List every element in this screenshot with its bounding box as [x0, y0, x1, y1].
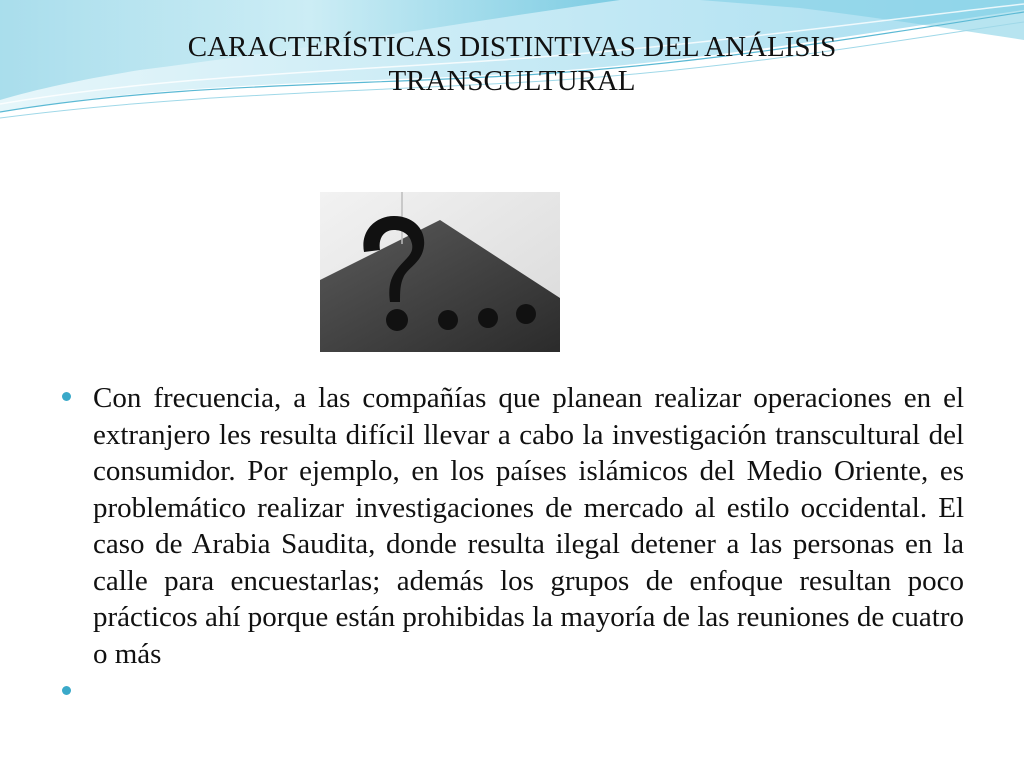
bullet-list: [60, 380, 964, 712]
bullet-dot-icon: [62, 392, 71, 401]
slide-title-line-1: CARACTERÍSTICAS DISTINTIVAS DEL ANÁLISIS: [187, 31, 837, 63]
slide-title-line-2: TRANSCULTURAL: [388, 65, 636, 97]
bullet-text: Con frecuencia, a las compañías que planean realizar operaciones en el extranjero les resulta difícil llevar a cabo la investigación transcultural del consumidor. Por ejemplo, en los países islámicos del Medio Oriente, es problemático realizar investigaciones de mercado al estilo occidental. El caso de Arabia Saudita, donde resulta ilegal detener a las personas en la calle para encuestarlas; además los grupos de enfoque resultan poco prácticos ahí porque están prohibidas la mayoría de las reuniones de cuatro o más: [93, 382, 964, 670]
bullet-item: [60, 380, 964, 672]
slide-title: [100, 30, 924, 98]
bullet-item-empty: [60, 682, 964, 712]
question-mark-icon: [320, 192, 560, 352]
bullet-dot-icon: [62, 686, 71, 695]
